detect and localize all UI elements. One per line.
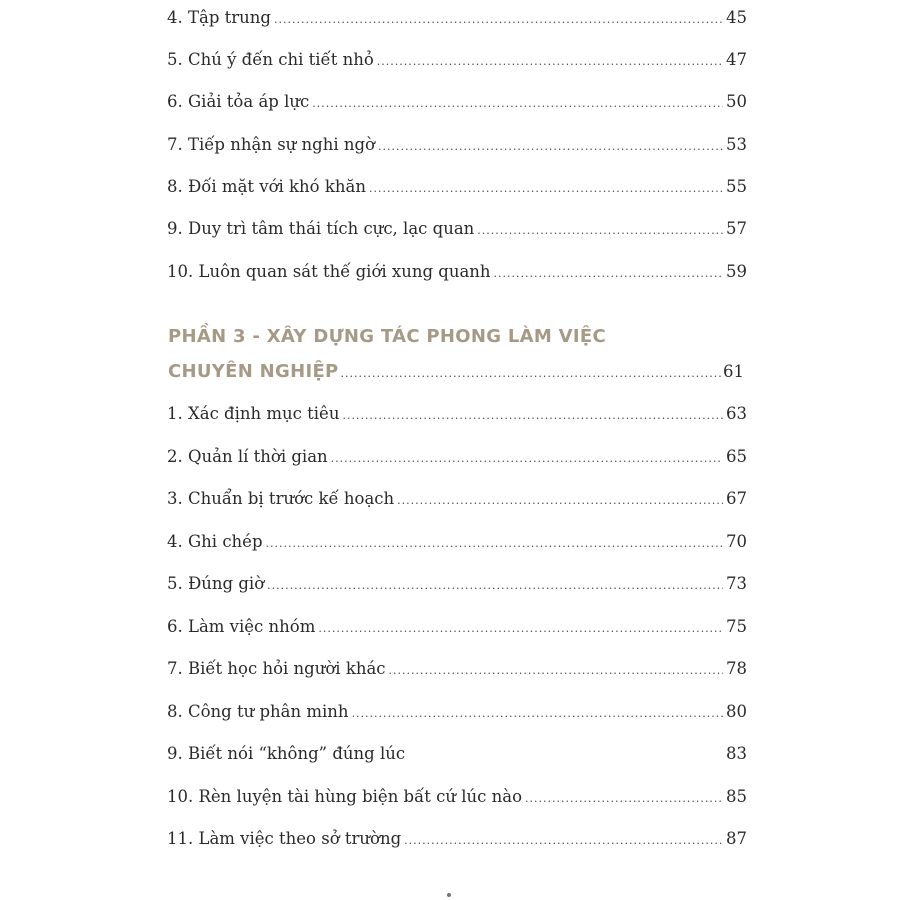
toc-entry xyxy=(167,614,747,640)
toc-entry xyxy=(167,529,747,555)
toc-entry-page: 45 xyxy=(726,8,747,27)
toc-entry-page: 47 xyxy=(726,50,747,69)
toc-entry-label: 2. Quản lí thời gian xyxy=(167,447,328,466)
section-page: 61 xyxy=(723,362,744,381)
toc-entry xyxy=(167,174,747,200)
toc-entry xyxy=(167,216,747,242)
toc-entry-label: 4. Tập trung xyxy=(167,8,271,27)
toc-leader-dots xyxy=(494,261,723,287)
toc-entry-label: 7. Tiếp nhận sự nghi ngờ xyxy=(167,135,375,154)
toc-leader-dots xyxy=(267,573,723,599)
toc-entry-page: 75 xyxy=(726,617,747,636)
toc-entry-label: 4. Ghi chép xyxy=(167,532,263,551)
toc-entry xyxy=(167,571,747,597)
toc-entry-label: 11. Làm việc theo sở trường xyxy=(167,829,402,848)
toc-entry-page: 65 xyxy=(726,447,747,466)
toc-entry-label: 9. Biết nói “không” đúng lúc xyxy=(167,744,406,763)
toc-entry xyxy=(167,784,747,810)
toc-entry-page: 80 xyxy=(726,702,747,721)
toc-entry xyxy=(167,259,747,285)
toc-entry xyxy=(167,132,747,158)
toc-entry-label: 1. Xác định mục tiêu xyxy=(167,404,340,423)
toc-leader-dots xyxy=(341,361,721,387)
toc-entry-label: 10. Luôn quan sát thế giới xung quanh xyxy=(167,262,491,281)
toc-leader-dots xyxy=(352,701,723,727)
toc-entry-page: 73 xyxy=(726,574,747,593)
toc-entry-label: 7. Biết học hỏi người khác xyxy=(167,659,386,678)
toc-entry xyxy=(167,486,747,512)
section-title: PHẦN 3 - XÂY DỰNG TÁC PHONG LÀM VIỆC xyxy=(168,326,606,347)
toc-entry-page: 78 xyxy=(726,659,747,678)
section-title-continuation: CHUYÊN NGHIỆP xyxy=(168,361,339,382)
toc-leader-dots xyxy=(477,218,723,244)
section-title-entry xyxy=(168,359,744,385)
toc-entry-page: 63 xyxy=(726,404,747,423)
toc-leader-dots xyxy=(369,176,723,202)
toc-entry-page: 50 xyxy=(726,92,747,111)
toc-leader-dots xyxy=(312,91,723,117)
toc-entry xyxy=(167,401,747,427)
page-edge-mark xyxy=(447,893,451,897)
toc-entry-label: 5. Đúng giờ xyxy=(167,574,265,593)
toc-entry-label: 3. Chuẩn bị trước kế hoạch xyxy=(167,489,395,508)
toc-entry-page: 87 xyxy=(726,829,747,848)
toc-entry-page: 53 xyxy=(726,135,747,154)
toc-entry xyxy=(167,444,747,470)
toc-leader-dots xyxy=(397,488,723,514)
toc-entry-label: 6. Làm việc nhóm xyxy=(167,617,316,636)
toc-entry-page: 70 xyxy=(726,532,747,551)
toc-entry-page: 57 xyxy=(726,219,747,238)
toc-leader-dots xyxy=(404,828,723,854)
toc-entry xyxy=(167,826,747,852)
toc-entry xyxy=(167,699,747,725)
toc-entry-page: 83 xyxy=(726,744,747,763)
toc-entry-label: 8. Đối mặt với khó khăn xyxy=(167,177,366,196)
toc-entry xyxy=(167,89,747,115)
toc-leader-dots xyxy=(266,531,723,557)
toc-entry xyxy=(167,5,747,31)
toc-leader-dots xyxy=(342,403,723,429)
toc-leader-dots xyxy=(378,134,723,160)
toc-entry-label: 10. Rèn luyện tài hùng biện bất cứ lúc nào xyxy=(167,787,523,806)
toc-leader-dots xyxy=(525,786,723,812)
toc-entry xyxy=(167,47,747,73)
toc-leader-dots xyxy=(331,446,723,472)
toc-leader-dots xyxy=(274,7,723,33)
toc-entry-label: 5. Chú ý đến chi tiết nhỏ xyxy=(167,50,374,69)
toc-entry-page: 59 xyxy=(726,262,747,281)
toc-entry-page: 55 xyxy=(726,177,747,196)
toc-entry-label: 6. Giải tỏa áp lực xyxy=(167,92,310,111)
toc-leader-dots xyxy=(318,616,723,642)
toc-entry-label: 8. Công tư phân minh xyxy=(167,702,349,721)
toc-leader-dots xyxy=(389,658,723,684)
toc-entry-page: 67 xyxy=(726,489,747,508)
toc-entry xyxy=(167,656,747,682)
toc-leader-dots xyxy=(377,49,723,75)
toc-entry xyxy=(167,741,747,767)
toc-entry-label: 9. Duy trì tâm thái tích cực, lạc quan xyxy=(167,219,475,238)
toc-entry-page: 85 xyxy=(726,787,747,806)
